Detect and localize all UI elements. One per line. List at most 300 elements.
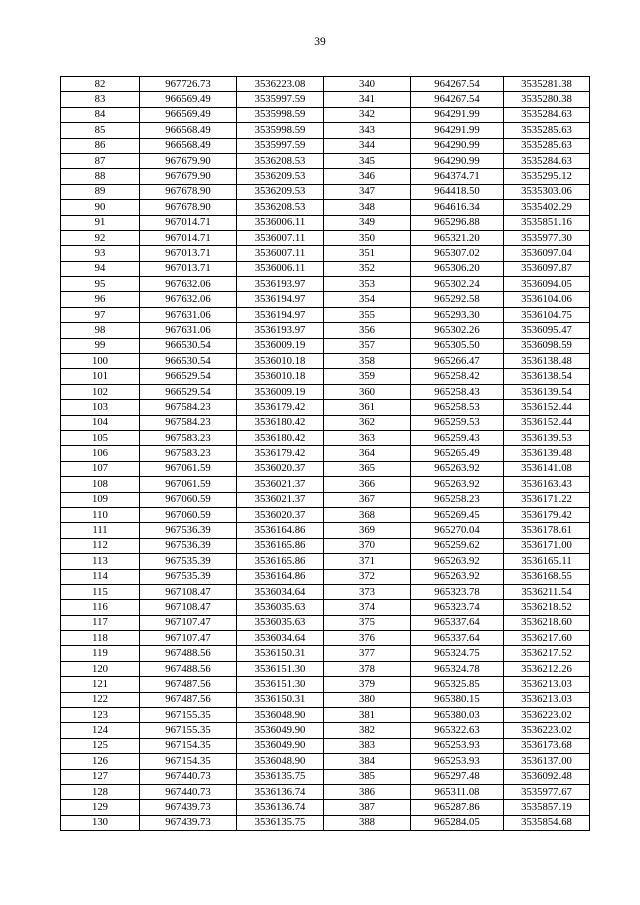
y-coordinate-cell: 3536173.68	[504, 738, 590, 753]
point-number-cell: 369	[324, 523, 411, 538]
y-coordinate-cell: 3536213.03	[504, 692, 590, 707]
y-coordinate-cell: 3536097.87	[504, 261, 590, 276]
x-coordinate-cell: 967584.23	[140, 400, 237, 415]
point-number-cell: 384	[324, 754, 411, 769]
y-coordinate-cell: 3536168.55	[504, 569, 590, 584]
y-coordinate-cell: 3535280.38	[504, 92, 590, 107]
x-coordinate-cell: 967154.35	[140, 738, 237, 753]
point-number-cell: 121	[61, 677, 140, 692]
table-row	[61, 92, 590, 107]
y-coordinate-cell: 3536171.00	[504, 538, 590, 553]
x-coordinate-cell: 967108.47	[140, 600, 237, 615]
y-coordinate-cell: 3536208.53	[237, 153, 324, 168]
x-coordinate-cell: 967632.06	[140, 277, 237, 292]
point-number-cell: 383	[324, 738, 411, 753]
point-number-cell: 385	[324, 769, 411, 784]
y-coordinate-cell: 3536164.86	[237, 569, 324, 584]
point-number-cell: 88	[61, 169, 140, 184]
x-coordinate-cell: 965337.64	[411, 615, 504, 630]
table-row	[61, 615, 590, 630]
x-coordinate-cell: 967060.59	[140, 492, 237, 507]
x-coordinate-cell: 965263.92	[411, 477, 504, 492]
point-number-cell: 120	[61, 661, 140, 676]
x-coordinate-cell: 967155.35	[140, 708, 237, 723]
table-row	[61, 569, 590, 584]
point-number-cell: 98	[61, 323, 140, 338]
y-coordinate-cell: 3535295.12	[504, 169, 590, 184]
table-row	[61, 754, 590, 769]
table-row	[61, 631, 590, 646]
point-number-cell: 117	[61, 615, 140, 630]
y-coordinate-cell: 3536164.86	[237, 523, 324, 538]
point-number-cell: 92	[61, 230, 140, 245]
point-number-cell: 100	[61, 354, 140, 369]
point-number-cell: 99	[61, 338, 140, 353]
point-number-cell: 107	[61, 461, 140, 476]
x-coordinate-cell: 965306.20	[411, 261, 504, 276]
point-number-cell: 364	[324, 446, 411, 461]
x-coordinate-cell: 965258.23	[411, 492, 504, 507]
point-number-cell: 356	[324, 323, 411, 338]
point-number-cell: 386	[324, 784, 411, 799]
x-coordinate-cell: 965284.05	[411, 815, 504, 830]
y-coordinate-cell: 3536217.52	[504, 646, 590, 661]
table-row	[61, 400, 590, 415]
x-coordinate-cell: 967632.06	[140, 292, 237, 307]
y-coordinate-cell: 3535977.67	[504, 784, 590, 799]
x-coordinate-cell: 967488.56	[140, 646, 237, 661]
point-number-cell: 379	[324, 677, 411, 692]
y-coordinate-cell: 3535998.59	[237, 107, 324, 122]
x-coordinate-cell: 967679.90	[140, 169, 237, 184]
point-number-cell: 85	[61, 123, 140, 138]
point-number-cell: 109	[61, 492, 140, 507]
x-coordinate-cell: 967535.39	[140, 569, 237, 584]
point-number-cell: 114	[61, 569, 140, 584]
point-number-cell: 375	[324, 615, 411, 630]
y-coordinate-cell: 3536010.18	[237, 369, 324, 384]
table-row	[61, 507, 590, 522]
point-number-cell: 347	[324, 184, 411, 199]
point-number-cell: 345	[324, 153, 411, 168]
y-coordinate-cell: 3536009.19	[237, 384, 324, 399]
x-coordinate-cell: 967155.35	[140, 723, 237, 738]
point-number-cell: 351	[324, 246, 411, 261]
point-number-cell: 83	[61, 92, 140, 107]
x-coordinate-cell: 967631.06	[140, 323, 237, 338]
table-row	[61, 107, 590, 122]
x-coordinate-cell: 964616.34	[411, 200, 504, 215]
table-row	[61, 461, 590, 476]
point-number-cell: 123	[61, 708, 140, 723]
point-number-cell: 97	[61, 307, 140, 322]
point-number-cell: 381	[324, 708, 411, 723]
table-row	[61, 815, 590, 830]
x-coordinate-cell: 966569.49	[140, 107, 237, 122]
point-number-cell: 90	[61, 200, 140, 215]
point-number-cell: 343	[324, 123, 411, 138]
x-coordinate-cell: 965307.02	[411, 246, 504, 261]
x-coordinate-cell: 965253.93	[411, 754, 504, 769]
x-coordinate-cell: 967535.39	[140, 554, 237, 569]
x-coordinate-cell: 965337.64	[411, 631, 504, 646]
x-coordinate-cell: 964267.54	[411, 92, 504, 107]
y-coordinate-cell: 3536007.11	[237, 230, 324, 245]
point-number-cell: 358	[324, 354, 411, 369]
y-coordinate-cell: 3536048.90	[237, 754, 324, 769]
y-coordinate-cell: 3536009.19	[237, 338, 324, 353]
point-number-cell: 357	[324, 338, 411, 353]
y-coordinate-cell: 3536020.37	[237, 461, 324, 476]
y-coordinate-cell: 3536020.37	[237, 507, 324, 522]
point-number-cell: 340	[324, 77, 411, 92]
point-number-cell: 362	[324, 415, 411, 430]
y-coordinate-cell: 3536139.54	[504, 384, 590, 399]
point-number-cell: 129	[61, 800, 140, 815]
y-coordinate-cell: 3536213.03	[504, 677, 590, 692]
x-coordinate-cell: 965266.47	[411, 354, 504, 369]
table-row	[61, 369, 590, 384]
x-coordinate-cell: 965297.48	[411, 769, 504, 784]
point-number-cell: 366	[324, 477, 411, 492]
x-coordinate-cell: 965265.49	[411, 446, 504, 461]
x-coordinate-cell: 967583.23	[140, 430, 237, 445]
y-coordinate-cell: 3536034.64	[237, 584, 324, 599]
point-number-cell: 82	[61, 77, 140, 92]
point-number-cell: 359	[324, 369, 411, 384]
point-number-cell: 373	[324, 584, 411, 599]
y-coordinate-cell: 3535402.29	[504, 200, 590, 215]
point-number-cell: 341	[324, 92, 411, 107]
y-coordinate-cell: 3536138.54	[504, 369, 590, 384]
y-coordinate-cell: 3536035.63	[237, 600, 324, 615]
table-row	[61, 646, 590, 661]
y-coordinate-cell: 3536049.90	[237, 738, 324, 753]
page-number: 39	[314, 36, 326, 48]
point-number-cell: 130	[61, 815, 140, 830]
x-coordinate-cell: 966568.49	[140, 123, 237, 138]
x-coordinate-cell: 965323.78	[411, 584, 504, 599]
point-number-cell: 108	[61, 477, 140, 492]
x-coordinate-cell: 964290.99	[411, 138, 504, 153]
x-coordinate-cell: 967154.35	[140, 754, 237, 769]
point-number-cell: 87	[61, 153, 140, 168]
table-row	[61, 430, 590, 445]
x-coordinate-cell: 965253.93	[411, 738, 504, 753]
y-coordinate-cell: 3536035.63	[237, 615, 324, 630]
y-coordinate-cell: 3536211.54	[504, 584, 590, 599]
x-coordinate-cell: 964418.50	[411, 184, 504, 199]
y-coordinate-cell: 3536179.42	[237, 400, 324, 415]
y-coordinate-cell: 3536171.22	[504, 492, 590, 507]
x-coordinate-cell: 966530.54	[140, 354, 237, 369]
y-coordinate-cell: 3536021.37	[237, 477, 324, 492]
x-coordinate-cell: 965263.92	[411, 461, 504, 476]
y-coordinate-cell: 3536165.86	[237, 538, 324, 553]
point-number-cell: 388	[324, 815, 411, 830]
y-coordinate-cell: 3536165.11	[504, 554, 590, 569]
table-row	[61, 307, 590, 322]
x-coordinate-cell: 965325.85	[411, 677, 504, 692]
point-number-cell: 115	[61, 584, 140, 599]
point-number-cell: 363	[324, 430, 411, 445]
x-coordinate-cell: 964374.71	[411, 169, 504, 184]
point-number-cell: 105	[61, 430, 140, 445]
y-coordinate-cell: 3536007.11	[237, 246, 324, 261]
table-row	[61, 492, 590, 507]
y-coordinate-cell: 3535854.68	[504, 815, 590, 830]
x-coordinate-cell: 965305.50	[411, 338, 504, 353]
y-coordinate-cell: 3536193.97	[237, 323, 324, 338]
table-row	[61, 477, 590, 492]
table-row	[61, 415, 590, 430]
point-number-cell: 352	[324, 261, 411, 276]
x-coordinate-cell: 967678.90	[140, 184, 237, 199]
point-number-cell: 111	[61, 523, 140, 538]
x-coordinate-cell: 964291.99	[411, 107, 504, 122]
y-coordinate-cell: 3536006.11	[237, 215, 324, 230]
y-coordinate-cell: 3536104.75	[504, 307, 590, 322]
table-row	[61, 200, 590, 215]
point-number-cell: 380	[324, 692, 411, 707]
y-coordinate-cell: 3536104.06	[504, 292, 590, 307]
point-number-cell: 86	[61, 138, 140, 153]
point-number-cell: 91	[61, 215, 140, 230]
y-coordinate-cell: 3536135.75	[237, 769, 324, 784]
point-number-cell: 378	[324, 661, 411, 676]
y-coordinate-cell: 3535857.19	[504, 800, 590, 815]
x-coordinate-cell: 965302.24	[411, 277, 504, 292]
y-coordinate-cell: 3536223.02	[504, 723, 590, 738]
table-row	[61, 446, 590, 461]
x-coordinate-cell: 965311.08	[411, 784, 504, 799]
table-row	[61, 523, 590, 538]
point-number-cell: 124	[61, 723, 140, 738]
point-number-cell: 372	[324, 569, 411, 584]
x-coordinate-cell: 967487.56	[140, 677, 237, 692]
x-coordinate-cell: 967439.73	[140, 815, 237, 830]
y-coordinate-cell: 3536194.97	[237, 307, 324, 322]
point-number-cell: 103	[61, 400, 140, 415]
x-coordinate-cell: 967014.71	[140, 230, 237, 245]
point-number-cell: 126	[61, 754, 140, 769]
table-row	[61, 354, 590, 369]
point-number-cell: 125	[61, 738, 140, 753]
x-coordinate-cell: 965259.53	[411, 415, 504, 430]
point-number-cell: 94	[61, 261, 140, 276]
x-coordinate-cell: 967014.71	[140, 215, 237, 230]
x-coordinate-cell: 966529.54	[140, 384, 237, 399]
x-coordinate-cell: 967584.23	[140, 415, 237, 430]
point-number-cell: 106	[61, 446, 140, 461]
x-coordinate-cell: 965270.04	[411, 523, 504, 538]
x-coordinate-cell: 964267.54	[411, 77, 504, 92]
y-coordinate-cell: 3536034.64	[237, 631, 324, 646]
point-number-cell: 96	[61, 292, 140, 307]
y-coordinate-cell: 3536049.90	[237, 723, 324, 738]
table-row	[61, 215, 590, 230]
x-coordinate-cell: 964290.99	[411, 153, 504, 168]
x-coordinate-cell: 965380.03	[411, 708, 504, 723]
y-coordinate-cell: 3536152.44	[504, 415, 590, 430]
point-number-cell: 387	[324, 800, 411, 815]
table-row	[61, 677, 590, 692]
table-row	[61, 769, 590, 784]
y-coordinate-cell: 3536178.61	[504, 523, 590, 538]
y-coordinate-cell: 3536097.04	[504, 246, 590, 261]
table-row	[61, 800, 590, 815]
y-coordinate-cell: 3535284.63	[504, 153, 590, 168]
table-row	[61, 661, 590, 676]
table-row	[61, 77, 590, 92]
y-coordinate-cell: 3536194.97	[237, 292, 324, 307]
point-number-cell: 354	[324, 292, 411, 307]
table-row	[61, 554, 590, 569]
point-number-cell: 113	[61, 554, 140, 569]
x-coordinate-cell: 967013.71	[140, 246, 237, 261]
point-number-cell: 349	[324, 215, 411, 230]
y-coordinate-cell: 3536165.86	[237, 554, 324, 569]
x-coordinate-cell: 967583.23	[140, 446, 237, 461]
x-coordinate-cell: 967439.73	[140, 800, 237, 815]
point-number-cell: 346	[324, 169, 411, 184]
table-row	[61, 246, 590, 261]
coordinates-table-body	[61, 77, 590, 831]
y-coordinate-cell: 3535303.06	[504, 184, 590, 199]
x-coordinate-cell: 964291.99	[411, 123, 504, 138]
y-coordinate-cell: 3536006.11	[237, 261, 324, 276]
x-coordinate-cell: 965259.43	[411, 430, 504, 445]
x-coordinate-cell: 965263.92	[411, 569, 504, 584]
y-coordinate-cell: 3536048.90	[237, 708, 324, 723]
point-number-cell: 374	[324, 600, 411, 615]
y-coordinate-cell: 3536094.05	[504, 277, 590, 292]
point-number-cell: 361	[324, 400, 411, 415]
table-row	[61, 723, 590, 738]
table-row	[61, 584, 590, 599]
table-row	[61, 123, 590, 138]
point-number-cell: 360	[324, 384, 411, 399]
point-number-cell: 118	[61, 631, 140, 646]
y-coordinate-cell: 3536223.02	[504, 708, 590, 723]
y-coordinate-cell: 3535998.59	[237, 123, 324, 138]
y-coordinate-cell: 3536179.42	[237, 446, 324, 461]
point-number-cell: 382	[324, 723, 411, 738]
y-coordinate-cell: 3536209.53	[237, 184, 324, 199]
point-number-cell: 102	[61, 384, 140, 399]
y-coordinate-cell: 3535997.59	[237, 92, 324, 107]
y-coordinate-cell: 3536136.74	[237, 784, 324, 799]
table-row	[61, 138, 590, 153]
y-coordinate-cell: 3536223.08	[237, 77, 324, 92]
point-number-cell: 367	[324, 492, 411, 507]
point-number-cell: 110	[61, 507, 140, 522]
table-row	[61, 384, 590, 399]
x-coordinate-cell: 965263.92	[411, 554, 504, 569]
y-coordinate-cell: 3536021.37	[237, 492, 324, 507]
x-coordinate-cell: 965380.15	[411, 692, 504, 707]
table-row	[61, 153, 590, 168]
point-number-cell: 377	[324, 646, 411, 661]
x-coordinate-cell: 966569.49	[140, 92, 237, 107]
coordinates-table	[60, 76, 590, 831]
x-coordinate-cell: 965287.86	[411, 800, 504, 815]
y-coordinate-cell: 3535851.16	[504, 215, 590, 230]
x-coordinate-cell: 965258.53	[411, 400, 504, 415]
x-coordinate-cell: 967631.06	[140, 307, 237, 322]
x-coordinate-cell: 967013.71	[140, 261, 237, 276]
y-coordinate-cell: 3536179.42	[504, 507, 590, 522]
x-coordinate-cell: 967536.39	[140, 538, 237, 553]
x-coordinate-cell: 967107.47	[140, 615, 237, 630]
point-number-cell: 371	[324, 554, 411, 569]
y-coordinate-cell: 3536098.59	[504, 338, 590, 353]
point-number-cell: 342	[324, 107, 411, 122]
x-coordinate-cell: 967061.59	[140, 477, 237, 492]
point-number-cell: 365	[324, 461, 411, 476]
table-row	[61, 184, 590, 199]
y-coordinate-cell: 3536150.31	[237, 646, 324, 661]
y-coordinate-cell: 3536010.18	[237, 354, 324, 369]
point-number-cell: 355	[324, 307, 411, 322]
table-row	[61, 692, 590, 707]
y-coordinate-cell: 3536209.53	[237, 169, 324, 184]
x-coordinate-cell: 967488.56	[140, 661, 237, 676]
y-coordinate-cell: 3536095.47	[504, 323, 590, 338]
point-number-cell: 89	[61, 184, 140, 199]
y-coordinate-cell: 3535284.63	[504, 107, 590, 122]
y-coordinate-cell: 3536136.74	[237, 800, 324, 815]
point-number-cell: 84	[61, 107, 140, 122]
x-coordinate-cell: 965292.58	[411, 292, 504, 307]
y-coordinate-cell: 3536139.53	[504, 430, 590, 445]
point-number-cell: 119	[61, 646, 140, 661]
y-coordinate-cell: 3536180.42	[237, 430, 324, 445]
x-coordinate-cell: 966529.54	[140, 369, 237, 384]
table-row	[61, 261, 590, 276]
y-coordinate-cell: 3536163.43	[504, 477, 590, 492]
y-coordinate-cell: 3536139.48	[504, 446, 590, 461]
x-coordinate-cell: 965302.26	[411, 323, 504, 338]
x-coordinate-cell: 965323.74	[411, 600, 504, 615]
table-row	[61, 323, 590, 338]
point-number-cell: 368	[324, 507, 411, 522]
point-number-cell: 93	[61, 246, 140, 261]
x-coordinate-cell: 967487.56	[140, 692, 237, 707]
y-coordinate-cell: 3536180.42	[237, 415, 324, 430]
point-number-cell: 127	[61, 769, 140, 784]
y-coordinate-cell: 3536152.44	[504, 400, 590, 415]
y-coordinate-cell: 3536208.53	[237, 200, 324, 215]
x-coordinate-cell: 965259.62	[411, 538, 504, 553]
y-coordinate-cell: 3535997.59	[237, 138, 324, 153]
table-row	[61, 784, 590, 799]
x-coordinate-cell: 967536.39	[140, 523, 237, 538]
point-number-cell: 353	[324, 277, 411, 292]
y-coordinate-cell: 3536138.48	[504, 354, 590, 369]
y-coordinate-cell: 3536141.08	[504, 461, 590, 476]
x-coordinate-cell: 966530.54	[140, 338, 237, 353]
x-coordinate-cell: 967440.73	[140, 784, 237, 799]
y-coordinate-cell: 3535285.63	[504, 138, 590, 153]
x-coordinate-cell: 965269.45	[411, 507, 504, 522]
y-coordinate-cell: 3536217.60	[504, 631, 590, 646]
y-coordinate-cell: 3536137.00	[504, 754, 590, 769]
x-coordinate-cell: 967108.47	[140, 584, 237, 599]
table-row	[61, 538, 590, 553]
point-number-cell: 101	[61, 369, 140, 384]
point-number-cell: 344	[324, 138, 411, 153]
